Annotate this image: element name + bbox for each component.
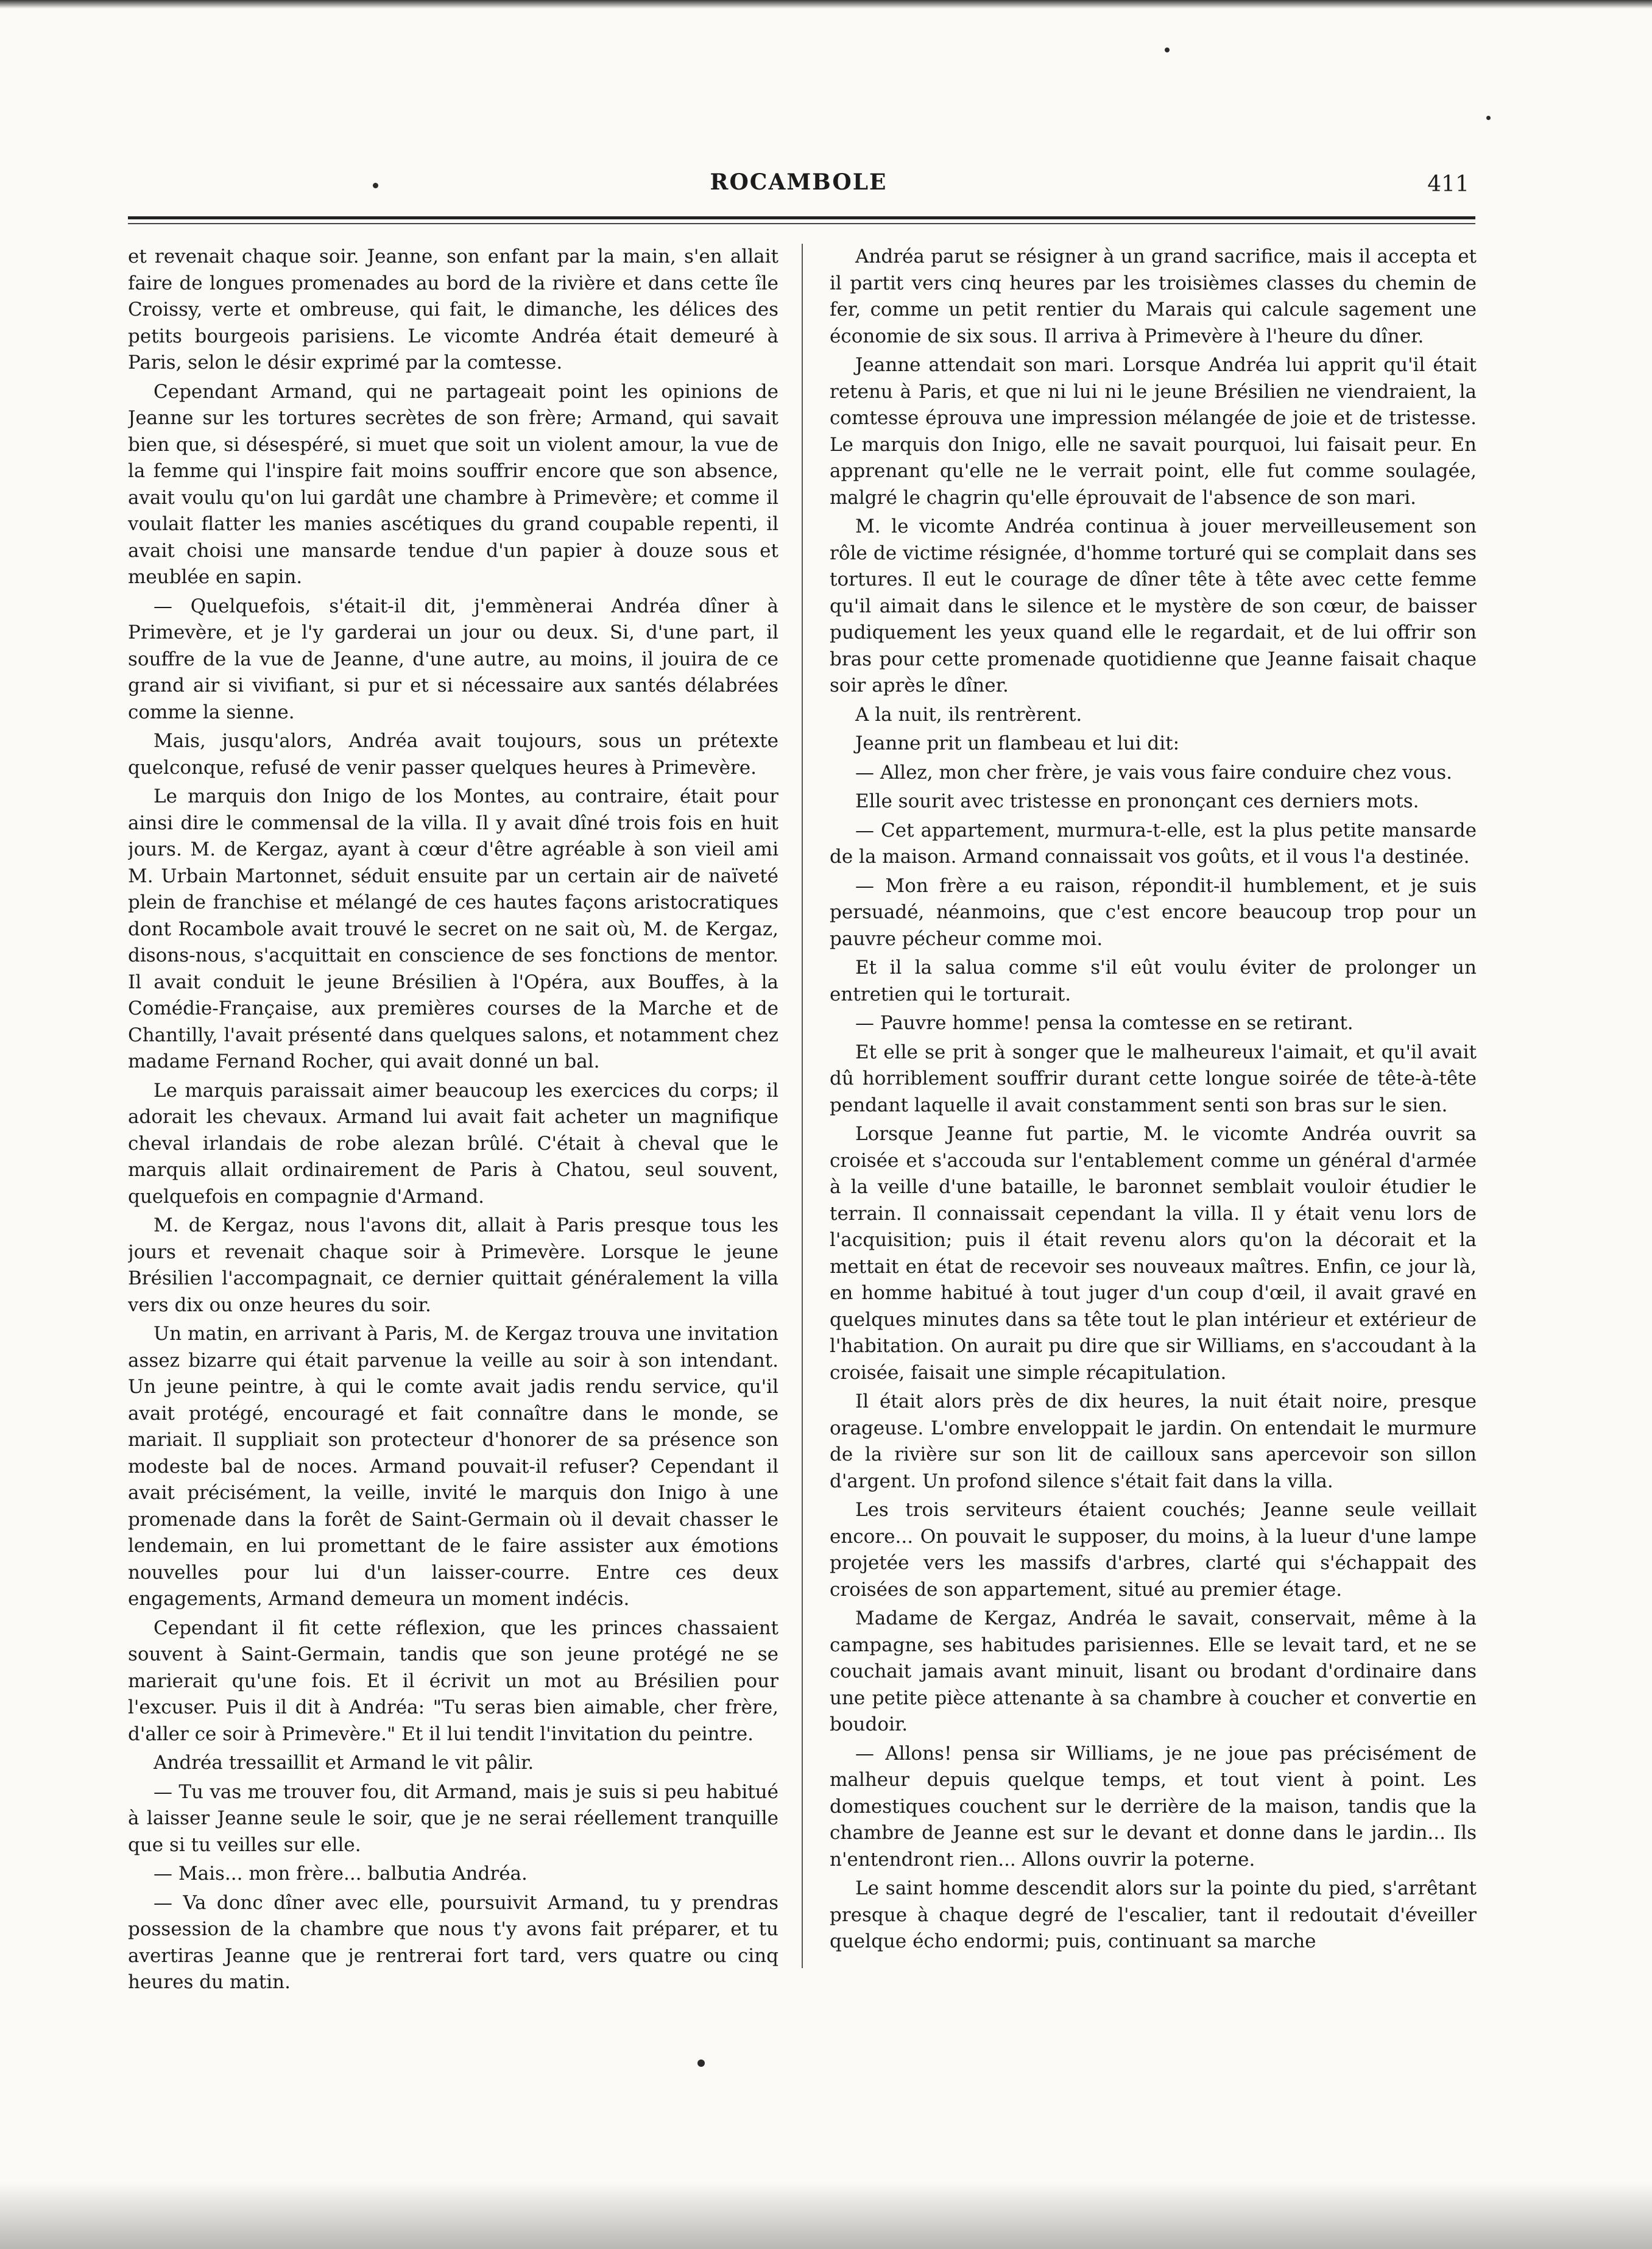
column-divider (802, 244, 803, 1968)
paragraph: — Va donc dîner avec elle, poursuivit Armand, tu y prendras possession de la chambre que nous t'y avons fait préparer, et tu avertiras Jeanne que je rentrerai fort tard, vers quatre ou cinq heures du matin. (128, 1891, 778, 1993)
header-rule-thin (128, 223, 1475, 224)
paragraph: Andréa parut se résigner à un grand sacrifice, mais il accepta et il partit vers cinq heures par les troisièmes classes du chemin de fer, comme un petit rentier du Marais qui calcule sagement une économie de six sous. Il arriva à Primevère à l'heure du dîner. (830, 246, 1477, 347)
paragraph: Le marquis don Inigo de los Montes, au contraire, était pour ainsi dire le commensal de la villa. Il y avait dîné trois fois en huit jours. M. de Kergaz, ayant à cœur d'être agréable à son vieil ami M. Urbain Martonnet, séduit ensuite par un certain air de naïveté plein de franchise et mélangé de ces hautes façons aristocratiques dont Rocambole avait trouvé le secret on ne sait où, M. de Kergaz, disons-nous, s'acquittait en conscience de ses fonctions de mentor. Il avait conduit le jeune Brésilien à l'Opéra, aux Bouffes, à la Comédie-Française, aux premières courses de la Marche et de Chantilly, l'avait présenté dans quelques salons, et notamment chez madame Fernand Rocher, qui avait donné un bal. (128, 785, 778, 1072)
paragraph: Le saint homme descendit alors sur la pointe du pied, s'arrêtant presque à chaque degré de l'escalier, tant il redoutait d'éveiller quelque écho endormi; puis, continuant sa marche (830, 1877, 1477, 1952)
page-number: 411 (1427, 172, 1469, 197)
paragraph: Madame de Kergaz, Andréa le savait, conservait, même à la campagne, ses habitudes parisiennes. Elle se levait tard, et ne se couchait jamais avant minuit, lisant ou brodant d'ordinaire dans une petite pièce attenante à sa chambre à coucher et convertie en boudoir. (830, 1607, 1477, 1735)
scan-speck (373, 183, 378, 188)
running-title: ROCAMBOLE (710, 169, 888, 195)
paragraph: M. de Kergaz, nous l'avons dit, allait à Paris presque tous les jours et revenait chaque soir à Primevère. Lorsque le jeune Brésilien l'accompagnait, ce dernier quittait généralement la villa vers dix ou onze heures du soir. (128, 1214, 778, 1316)
paragraph: Jeanne prit un flambeau et lui dit: (855, 732, 1180, 754)
paragraph: M. le vicomte Andréa continua à jouer merveilleusement son rôle de victime résignée, d'homme torturé qui se complait dans ses tortures. Il eut le courage de dîner tête à tête avec cette femme qu'il aimait dans le silence et le mystère de son cœur, de baisser pudiquement les yeux quand elle le regardait, et de lui offrir son bras pour cette promenade quotidienne que Jeanne faisait chaque soir après le dîner. (830, 515, 1477, 696)
paragraph: Cependant Armand, qui ne partageait point les opinions de Jeanne sur les tortures secrètes de son frère; Armand, qui savait bien que, si désespéré, si muet que soit un violent amour, la vue de la femme qui l'inspire fait moins souffrir encore que son absence, avait voulu qu'on lui gardât une chambre à Primevère; et comme il voulait flatter les manies ascétiques du grand coupable repenti, il avait choisi une mansarde tendue d'un papier à douze sous et meublée en sapin. (128, 380, 778, 588)
scan-top-edge (0, 0, 1652, 9)
paragraph: Lorsque Jeanne fut partie, M. le vicomte Andréa ouvrit sa croisée et s'accouda sur l'entablement comme un général d'armée à la veille d'une bataille, le baronnet semblait vouloir étudier le terrain. Il connaissait cependant la villa. Il y était venu lors de l'acquisition; puis il était revenu alors qu'on la décorait et la mettait en état de recevoir ses nouveaux maîtres. Enfin, ce jour là, en homme habitué à tout juger d'un coup d'œil, il avait gravé en quelques minutes dans sa tête tout le plan intérieur et extérieur de l'habitation. On aurait pu dire que sir Williams, en s'accoudant à la croisée, faisait une simple récapitulation. (830, 1123, 1477, 1384)
paragraph: — Cet appartement, murmura-t-elle, est la plus petite mansarde de la maison. Armand connaissait vos goûts, et il vous l'a destinée. (830, 819, 1477, 868)
paragraph: Jeanne attendait son mari. Lorsque Andréa lui apprit qu'il était retenu à Paris, et que ni lui ni le jeune Brésilien ne viendraient, la comtesse éprouva une impression mélangée de joie et de tristesse. Le marquis don Inigo, elle ne savait pourquoi, lui faisait peur. En apprenant qu'elle ne le verrait point, elle fut comme soulagée, malgré le chagrin qu'elle éprouvait de l'absence de son mari. (830, 354, 1477, 509)
paragraph: Le marquis paraissait aimer beaucoup les exercices du corps; il adorait les chevaux. Armand lui avait fait acheter un magnifique cheval irlandais de robe alezan brûlé. C'était à cheval que le marquis allait ordinairement de Paris à Chatou, seul souvent, quelquefois en compagnie d'Armand. (128, 1079, 778, 1208)
paragraph: — Mais... mon frère... balbutia Andréa. (154, 1863, 528, 1885)
paragraph: — Allez, mon cher frère, je vais vous faire conduire chez vous. (855, 761, 1452, 784)
paragraph: Andréa tressaillit et Armand le vit pâlir. (154, 1752, 534, 1774)
paragraph: Et il la salua comme s'il eût voulu éviter de prolonger un entretien qui le torturait. (830, 957, 1477, 1005)
header-rule (128, 216, 1475, 219)
scan-speck (697, 2060, 705, 2067)
right-column (830, 244, 1477, 2072)
paragraph: Elle sourit avec tristesse en prononçant ces derniers mots. (855, 790, 1419, 812)
paragraph: Il était alors près de dix heures, la nuit était noire, presque orageuse. L'ombre enveloppait le jardin. On entendait le murmure de la rivière sur son lit de cailloux sans apercevoir son sillon d'argent. Un profond silence s'était fait dans la villa. (830, 1390, 1477, 1492)
paragraph: A la nuit, ils rentrèrent. (855, 703, 1082, 726)
paragraph: Cependant il fit cette réflexion, que les princes chassaient souvent à Saint-Germain, tandis que son jeune protégé ne se marierait qu'une fois. Et il écrivit un mot au Brésilien pour l'excuser. Puis il dit à Andréa: "Tu seras bien aimable, cher frère, d'aller ce soir à Primevère." Et il lui tendit l'invitation du peintre. (128, 1617, 778, 1745)
paragraph: et revenait chaque soir. Jeanne, son enfant par la main, s'en allait faire de longues promenades au bord de la rivière et dans cette île Croissy, verte et ombreuse, qui fait, le dimanche, les délices des petits bourgeois parisiens. Le vicomte Andréa était demeuré à Paris, selon le désir exprimé par la comtesse. (128, 246, 778, 374)
left-column (128, 244, 778, 2072)
paragraph: — Quelquefois, s'était-il dit, j'emmènerai Andréa dîner à Primevère, et je l'y garderai un jour ou deux. Si, d'une part, il souffre de la vue de Jeanne, d'une autre, au moins, il jouira de ce grand air si vivifiant, si pur et si nécessaire aux santés délabrées comme la sienne. (128, 595, 778, 723)
scan-speck (1486, 116, 1491, 120)
paragraph: Les trois serviteurs étaient couchés; Jeanne seule veillait encore... On pouvait le supposer, du moins, à la lueur d'une lampe projetée vers les massifs d'arbres, clarté qui s'échappait des croisées de son appartement, situé au premier étage. (830, 1499, 1477, 1601)
page-header (128, 165, 1469, 201)
scan-bottom-edge (0, 2182, 1652, 2249)
paragraph: — Allons! pensa sir Williams, je ne joue pas précisément de malheur depuis quelque temps, et tout vient à point. Les domestiques couchent sur le derrière de la maison, tandis que la chambre de Jeanne est sur le devant et donne dans le jardin... Ils n'entendront rien... Allons ouvrir la poterne. (830, 1742, 1477, 1871)
paragraph: — Tu vas me trouver fou, dit Armand, mais je suis si peu habitué à laisser Jeanne seule le soir, que je ne serai réellement tranquille que si tu veilles sur elle. (128, 1780, 778, 1856)
paragraph: Mais, jusqu'alors, Andréa avait toujours, sous un prétexte quelconque, refusé de venir passer quelques heures à Primevère. (128, 730, 778, 779)
paragraph: Et elle se prit à songer que le malheureux l'aimait, et qu'il avait dû horriblement souffrir durant cette longue soirée de tête-à-tête pendant laquelle il avait constamment senti son bras sur le sien. (830, 1041, 1477, 1116)
paragraph: — Pauvre homme! pensa la comtesse en se retirant. (855, 1012, 1354, 1034)
paragraph: Un matin, en arrivant à Paris, M. de Kergaz trouva une invitation assez bizarre qui était parvenue la veille au soir à son intendant. Un jeune peintre, à qui le comte avait jadis rendu service, qu'il avait protégé, encouragé et fait connaître dans le monde, se mariait. Il suppliait son protecteur d'honorer de sa présence son modeste bal de noces. Armand pouvait-il refuser? Cependant il avait précisément, la veille, invité le marquis don Inigo à une promenade dans la forêt de Saint-Germain où il devait chasser le lendemain, en lui promettant de le faire assister aux émotions nouvelles pour lui d'un laisser-courre. Entre ces deux engagements, Armand demeura un moment indécis. (128, 1323, 778, 1610)
scan-speck (1165, 48, 1170, 52)
paragraph: — Mon frère a eu raison, répondit-il humblement, et je suis persuadé, néanmoins, que c'est encore beaucoup trop pour un pauvre pécheur comme moi. (830, 874, 1477, 950)
